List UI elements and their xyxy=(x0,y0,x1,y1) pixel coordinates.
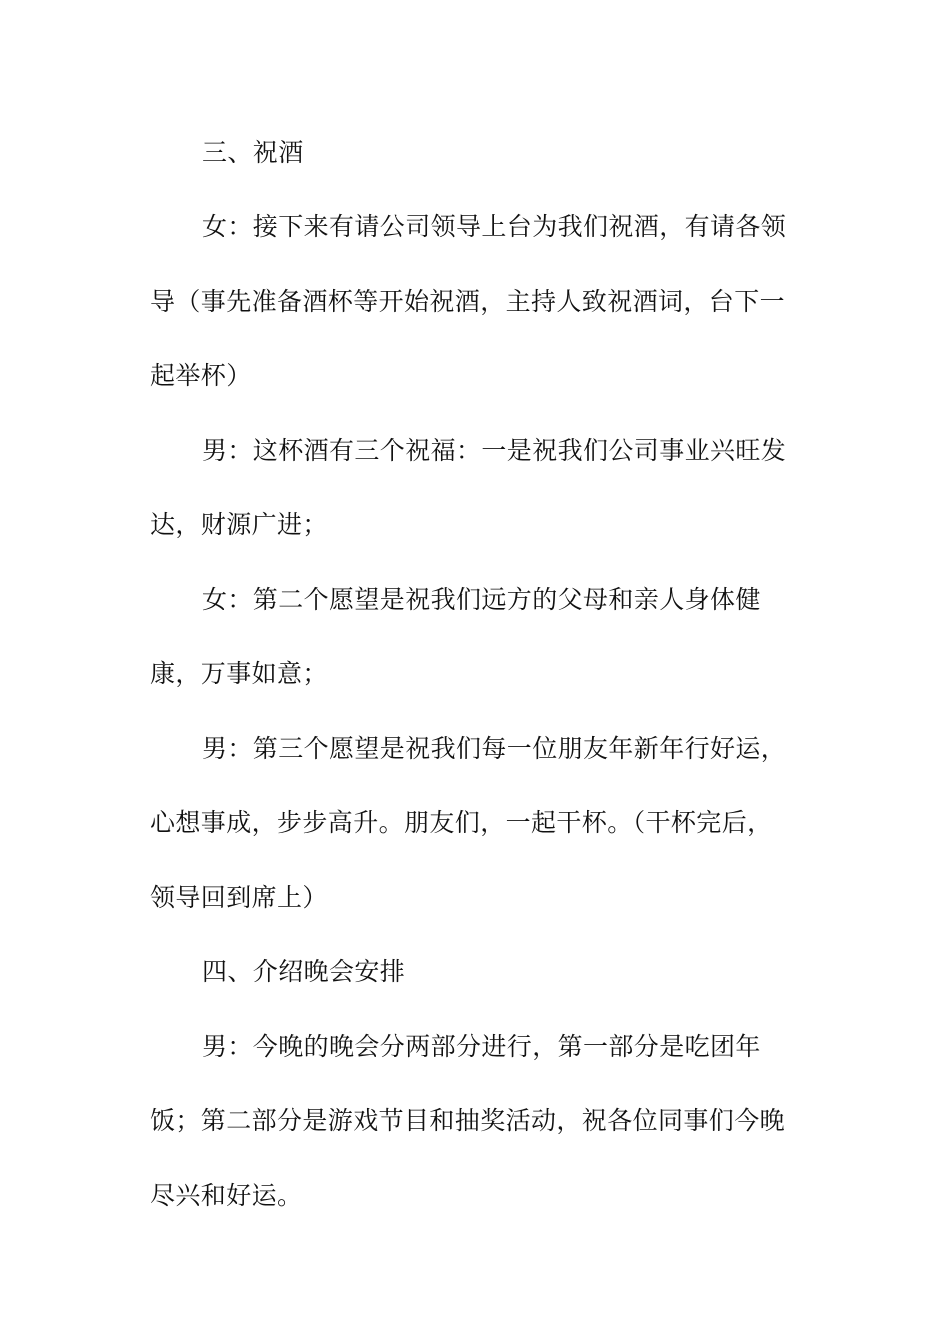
paragraph-line: 尽兴和好运。 xyxy=(150,1181,303,1210)
paragraph-line: 导（事先准备酒杯等开始祝酒，主持人致祝酒词，台下一 xyxy=(150,287,786,316)
paragraph-line: 康，万事如意； xyxy=(150,659,328,688)
paragraph-line: 男：这杯酒有三个祝福：一是祝我们公司事业兴旺发 xyxy=(202,436,787,465)
paragraph-line: 男：今晚的晚会分两部分进行，第一部分是吃团年 xyxy=(202,1032,761,1061)
paragraph-line: 心想事成，步步高升。朋友们，一起干杯。（干杯完后， xyxy=(150,808,773,837)
section-heading-agenda: 四、介绍晚会安排 xyxy=(202,957,406,986)
paragraph-line: 女：接下来有请公司领导上台为我们祝酒，有请各领 xyxy=(202,212,787,241)
paragraph-line: 领导回到席上） xyxy=(150,883,328,912)
paragraph-line: 达，财源广进； xyxy=(150,510,328,539)
paragraph-line: 起举杯） xyxy=(150,361,252,390)
paragraph-line: 女：第二个愿望是祝我们远方的父母和亲人身体健 xyxy=(202,585,761,614)
section-heading-toast: 三、祝酒 xyxy=(202,138,304,167)
paragraph-line: 饭；第二部分是游戏节目和抽奖活动，祝各位同事们今晚 xyxy=(150,1106,786,1135)
paragraph-line: 男：第三个愿望是祝我们每一位朋友年新年行好运， xyxy=(202,734,787,763)
